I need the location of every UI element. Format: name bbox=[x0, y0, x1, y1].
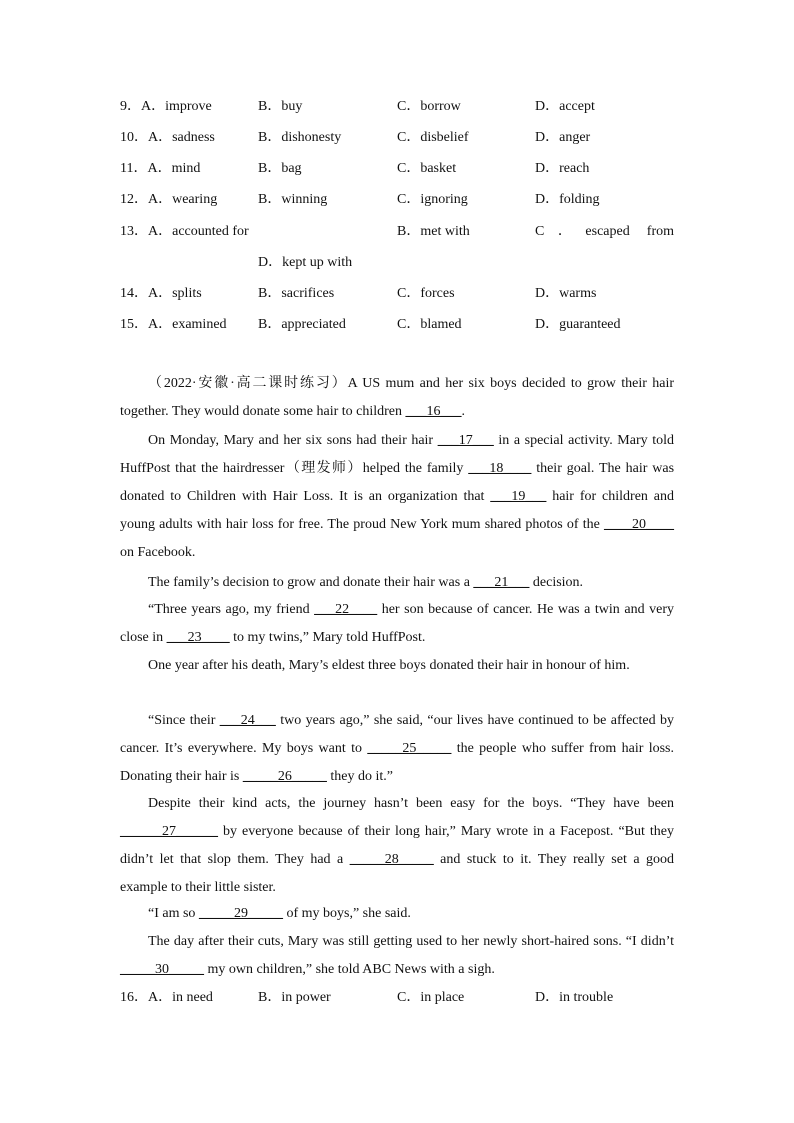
blank-26: _____26_____ bbox=[242, 769, 327, 784]
blank-17: ___17___ bbox=[437, 433, 494, 448]
blank-16: ___16___ bbox=[405, 404, 462, 419]
blank-19: ___19___ bbox=[490, 489, 547, 504]
option-c: C．basket bbox=[397, 161, 457, 176]
passage-paragraph-7: Despite their kind acts, the journey hasn’t been easy for the boys. “They have been ______27______ by everyone because of their long hair,” Mary wrote in a Facepost. “But they didn’t let that slop them. They had a _____28_____ and stuck to it. They really set a good example to their little sister. bbox=[120, 796, 674, 895]
option-d: D．warms bbox=[535, 286, 597, 301]
option-b: B．winning bbox=[258, 192, 328, 207]
option-b: B．met with bbox=[397, 224, 470, 239]
option-b: B．bag bbox=[258, 161, 302, 176]
option-a: 12．A．wearing bbox=[120, 192, 218, 207]
option-a: 11．A．mind bbox=[120, 161, 201, 176]
option-b: B．dishonesty bbox=[258, 130, 342, 145]
passage-paragraph-1: （2022·安徽·高二课时练习）A US mum and her six boys decided to grow their hair together. They would donate some hair to children ___16___. bbox=[120, 370, 674, 426]
passage-paragraph-8: “I am so _____29_____ of my boys,” she said. bbox=[120, 900, 674, 928]
option-d: D．guaranteed bbox=[535, 317, 621, 332]
option-a: 16．A．in need bbox=[120, 990, 213, 1005]
option-d: D．reach bbox=[535, 161, 590, 176]
passage-source: （2022·安徽·高二课时练习） bbox=[148, 376, 348, 391]
option-a: 15．A．examined bbox=[120, 317, 227, 332]
passage-paragraph-6: “Since their ___24___ two years ago,” she said, “our lives have continued to be affected by cancer. It’s everywhere. My boys want to _____25_____ the people who suffer from hair loss. Donating their hair is _____26_____ they do it.” bbox=[120, 707, 674, 791]
option-c: C．ignoring bbox=[397, 192, 468, 207]
option-d: D．accept bbox=[535, 99, 595, 114]
passage-paragraph-3: The family’s decision to grow and donate their hair was a ___21___ decision. bbox=[120, 569, 674, 597]
option-d: D．in trouble bbox=[535, 990, 614, 1005]
blank-22: ___22____ bbox=[314, 602, 378, 617]
option-d: D．folding bbox=[535, 192, 600, 207]
option-a: 13．A．accounted for bbox=[120, 224, 249, 239]
option-b: B．sacrifices bbox=[258, 286, 335, 301]
option-b: B．in power bbox=[258, 990, 331, 1005]
blank-20: ____20____ bbox=[604, 517, 675, 532]
passage-paragraph-4: “Three years ago, my friend ___22____ her son because of cancer. He was a twin and very close in ___23____ to my twins,” Mary told HuffPost. bbox=[120, 596, 674, 652]
passage-paragraph-5: One year after his death, Mary’s eldest three boys donated their hair in honour of him. bbox=[148, 658, 630, 673]
blank-30: _____30_____ bbox=[120, 962, 204, 977]
option-a: 14．A．splits bbox=[120, 286, 202, 301]
option-a: 9．A．improve bbox=[120, 99, 212, 114]
option-b: B．buy bbox=[258, 99, 303, 114]
option-c: C．forces bbox=[397, 286, 455, 301]
blank-21: ___21___ bbox=[473, 575, 530, 590]
blank-29: _____29_____ bbox=[198, 906, 283, 921]
blank-27: ______27______ bbox=[120, 824, 218, 839]
blank-23: ___23____ bbox=[166, 630, 230, 645]
blank-24: ___24___ bbox=[219, 713, 276, 728]
option-c: C．in place bbox=[397, 990, 465, 1005]
option-b: B．appreciated bbox=[258, 317, 346, 332]
option-c: C．escaped from bbox=[535, 224, 674, 239]
option-d: D．kept up with bbox=[258, 255, 353, 270]
blank-25: _____25_____ bbox=[367, 741, 452, 756]
option-c: C．disbelief bbox=[397, 130, 469, 145]
option-c: C．borrow bbox=[397, 99, 461, 114]
option-a: 10．A．sadness bbox=[120, 130, 215, 145]
blank-28: _____28_____ bbox=[349, 852, 434, 867]
passage-paragraph-2: On Monday, Mary and her six sons had their hair ___17___ in a special activity. Mary told HuffPost that the hairdresser（理发师）helped the family ___18____ their goal. The hair was donated to Children with Hair Loss. It is an organization that ___19___ hair for children and young adults with hair loss for free. The proud New York mum shared photos of the ____20____ on Facebook. bbox=[120, 427, 674, 567]
blank-18: ___18____ bbox=[468, 461, 532, 476]
passage-paragraph-9: The day after their cuts, Mary was still getting used to her newly short-haired sons. “I didn’t _____30_____ my own children,” she told ABC News with a sigh. bbox=[120, 928, 674, 984]
option-c: C．blamed bbox=[397, 317, 462, 332]
option-d: D．anger bbox=[535, 130, 591, 145]
